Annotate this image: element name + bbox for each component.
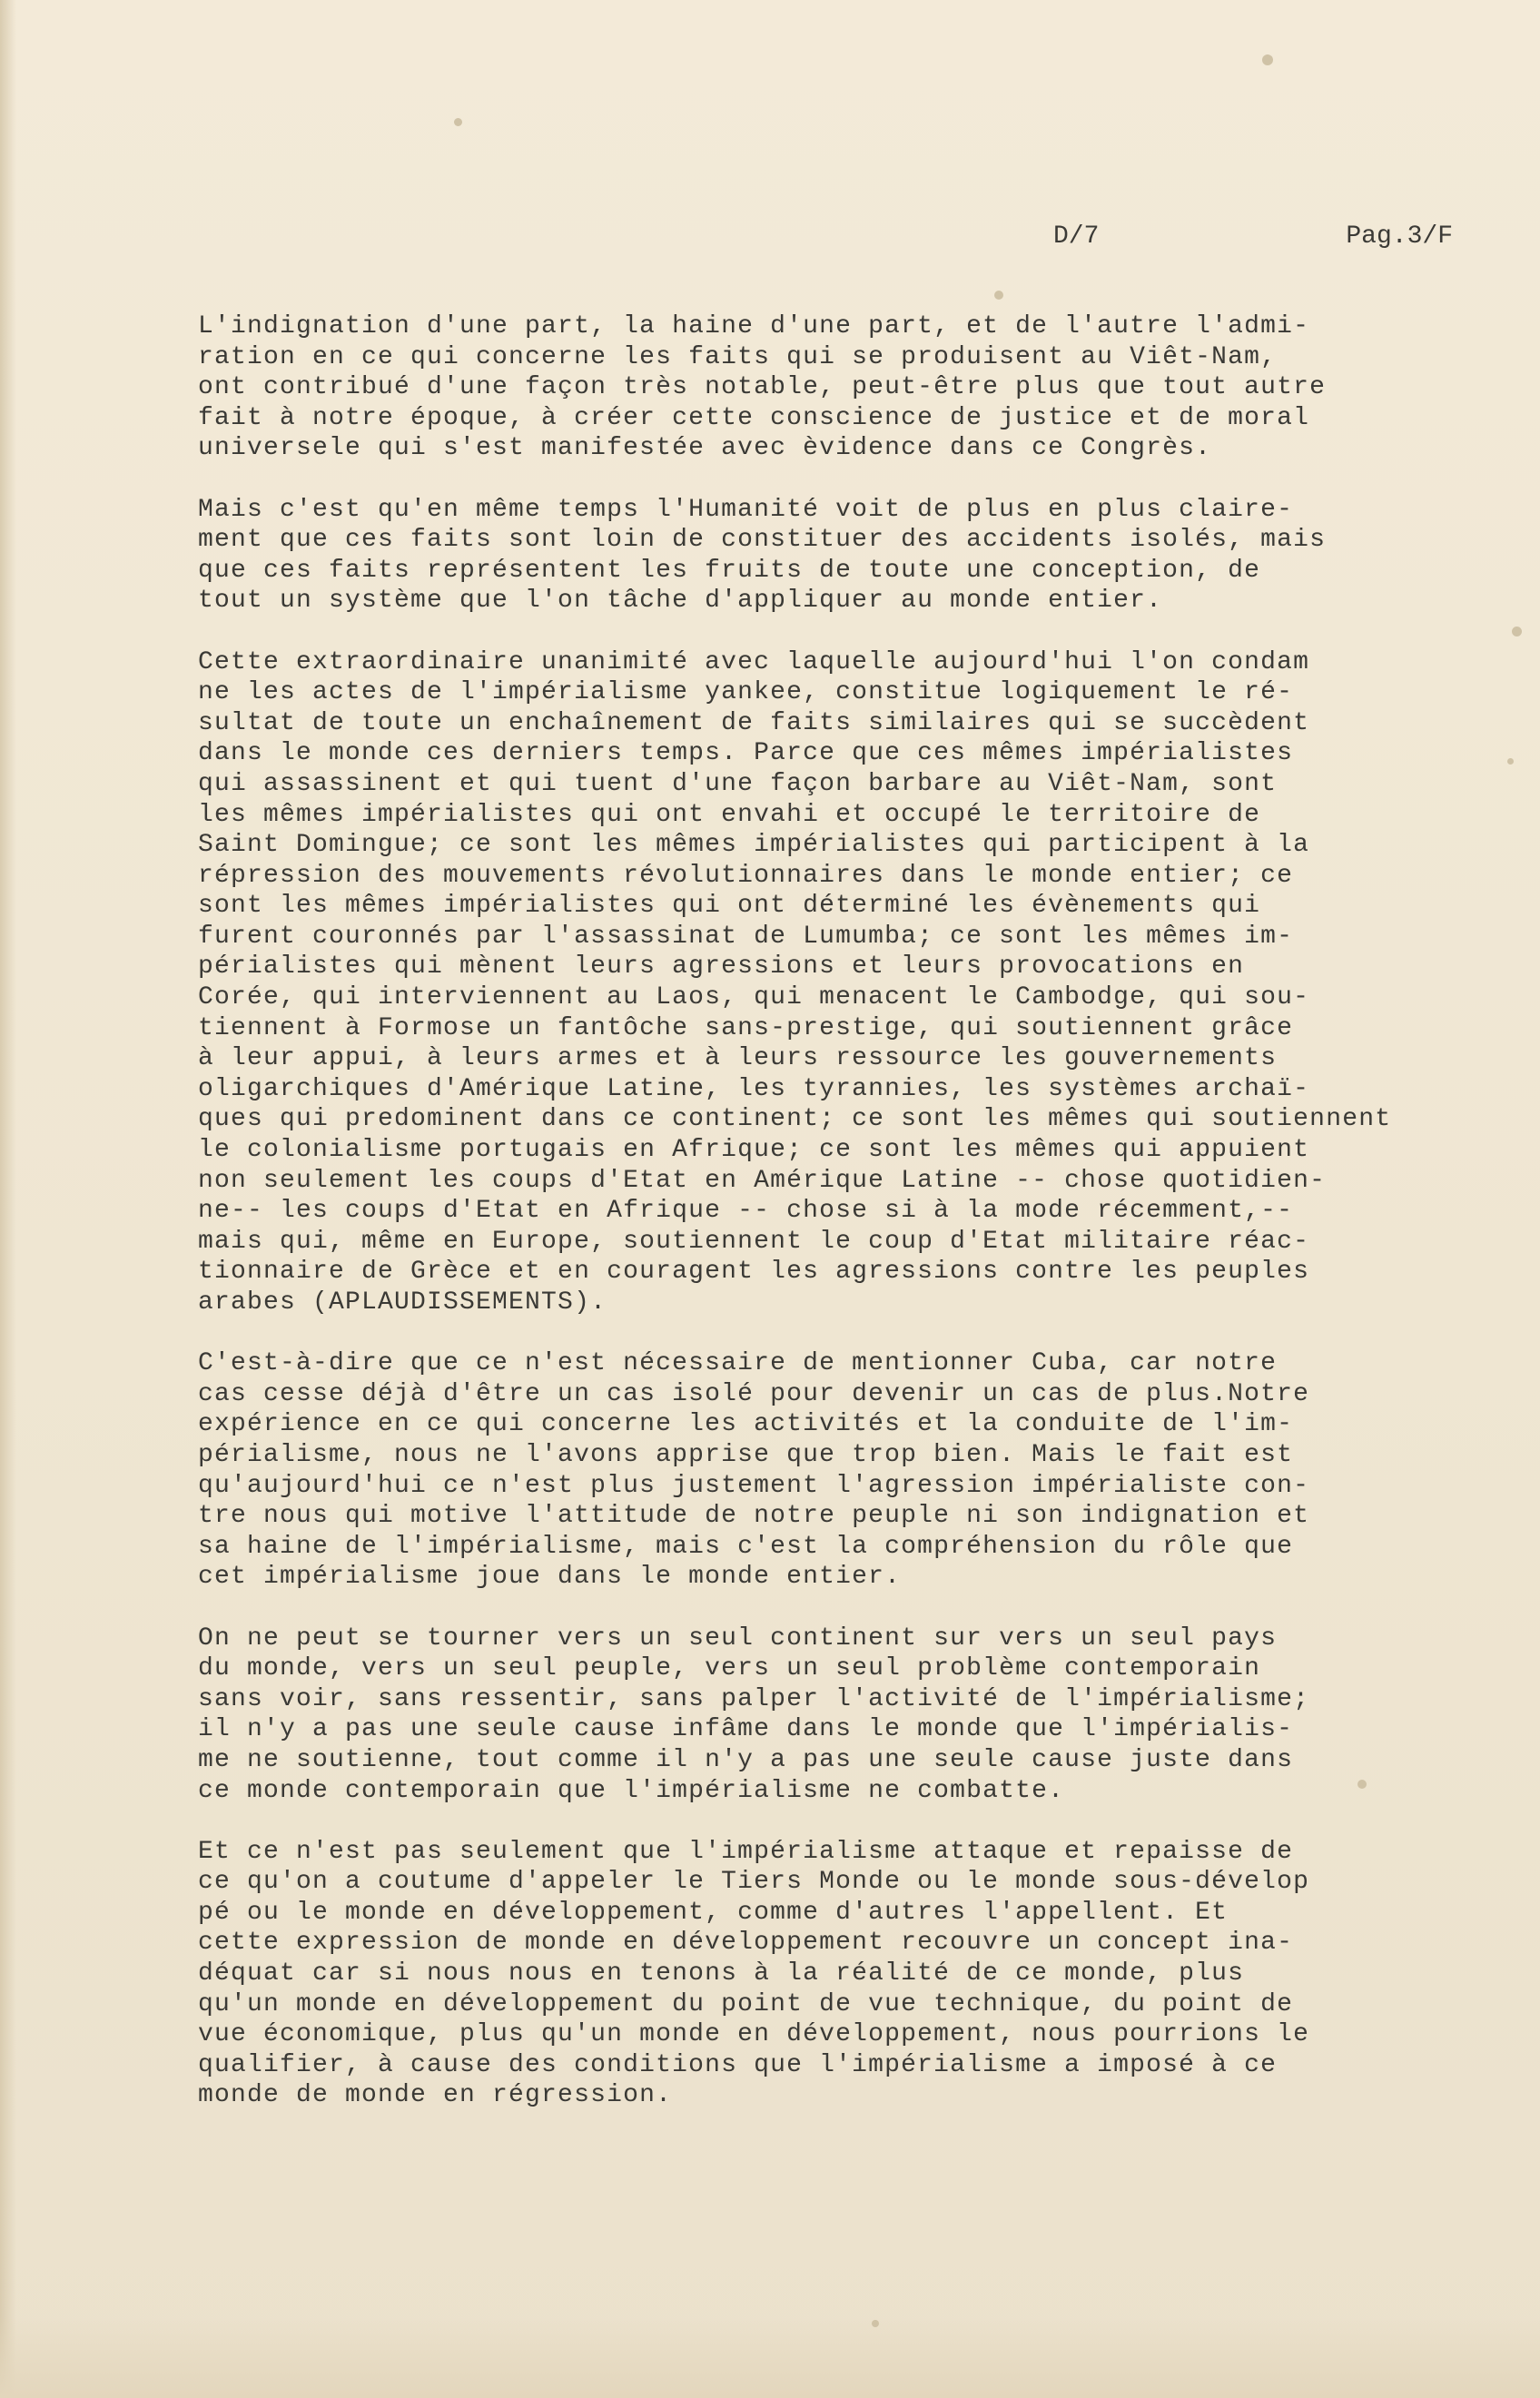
document-reference: D/7 [1053, 222, 1100, 251]
text-line: tout un système que l'on tâche d'appliquer au monde entier. [198, 587, 1163, 616]
text-line: mais qui, même en Europe, soutiennent le coup d'Etat militaire réac- [198, 1227, 1310, 1256]
paragraph [198, 1837, 1505, 2111]
paragraph [198, 311, 1505, 464]
document-body [198, 311, 1505, 2142]
page-bottom-wear [0, 2316, 1540, 2398]
text-line: ce qu'on a coutume d'appeler le Tiers Monde ou le monde sous-dévelop [198, 1868, 1310, 1897]
text-line: sont les mêmes impérialistes qui ont déterminé les évènements qui [198, 892, 1261, 921]
text-line: ne-- les coups d'Etat en Afrique -- chose si à la mode récemment,-- [198, 1197, 1294, 1226]
text-line: Saint Domingue; ce sont les mêmes impérialistes qui participent à la [198, 831, 1310, 860]
text-line: le colonialisme portugais en Afrique; ce sont les mêmes qui appuient [198, 1136, 1310, 1165]
text-line: expérience en ce qui concerne les activités et la conduite de l'im- [198, 1410, 1294, 1439]
page-number: Pag.3/F [1346, 222, 1453, 251]
text-line: tionnaire de Grèce et en couragent les agressions contre les peuples [198, 1258, 1310, 1287]
text-line: à leur appui, à leurs armes et à leurs ressource les gouvernements [198, 1044, 1278, 1073]
text-line: tre nous qui motive l'attitude de notre peuple ni son indignation et [198, 1502, 1310, 1531]
text-line: dans le monde ces derniers temps. Parce que ces mêmes impérialistes [198, 739, 1294, 768]
text-line: sultat de toute un enchaînement de faits similaires qui se succèdent [198, 708, 1310, 737]
paper-speck [454, 118, 462, 126]
text-line: cas cesse déjà d'être un cas isolé pour devenir un cas de plus.Notre [198, 1379, 1310, 1408]
text-line: Corée, qui interviennent au Laos, qui menacent le Cambodge, qui sou- [198, 983, 1310, 1012]
paragraph [198, 1623, 1505, 1807]
text-line: me ne soutienne, tout comme il n'y a pas une seule cause juste dans [198, 1745, 1294, 1774]
text-line: vue économique, plus qu'un monde en développement, nous pourrions le [198, 2020, 1310, 2049]
text-line: oligarchiques d'Amérique Latine, les tyrannies, les systèmes archaï- [198, 1074, 1310, 1103]
text-line: qui assassinent et qui tuent d'une façon barbare au Viêt-Nam, sont [198, 769, 1278, 798]
paragraph [198, 495, 1505, 617]
text-line: ques qui predominent dans ce continent; ce sont les mêmes qui soutiennent [198, 1105, 1392, 1134]
text-line: répression des mouvements révolutionnaires dans le monde entier; ce [198, 861, 1294, 890]
text-line: Mais c'est qu'en même temps l'Humanité voit de plus en plus claire- [198, 495, 1294, 524]
page-header [1053, 222, 1453, 259]
text-line: que ces faits représentent les fruits de toute une conception, de [198, 556, 1261, 585]
text-line: L'indignation d'une part, la haine d'une part, et de l'autre l'admi- [198, 312, 1310, 340]
text-line: Cette extraordinaire unanimité avec laquelle aujourd'hui l'on condam [198, 647, 1310, 676]
text-line: qu'un monde en développement du point de vue technique, du point de [198, 1989, 1294, 2018]
text-line: les mêmes impérialistes qui ont envahi et occupé le territoire de [198, 800, 1261, 829]
text-line: sans voir, sans ressentir, sans palper l'activité de l'impérialisme; [198, 1684, 1310, 1713]
text-line: cette expression de monde en développement recouvre un concept ina- [198, 1929, 1294, 1958]
text-line: fait à notre époque, à créer cette conscience de justice et de moral [198, 403, 1310, 432]
text-line: ce monde contemporain que l'impérialisme ne combatte. [198, 1776, 1065, 1805]
text-line: Et ce n'est pas seulement que l'impérialisme attaque et repaisse de [198, 1837, 1294, 1866]
text-line: universele qui s'est manifestée avec èvidence dans ce Congrès. [198, 434, 1212, 463]
text-line: On ne peut se tourner vers un seul continent sur vers un seul pays [198, 1623, 1278, 1653]
paper-speck [1507, 758, 1514, 765]
text-line: il n'y a pas une seule cause infâme dans le monde que l'impérialis- [198, 1715, 1294, 1744]
page-edge-shadow [0, 0, 16, 2398]
text-line: périalisme, nous ne l'avons apprise que trop bien. Mais le fait est [198, 1440, 1294, 1469]
paper-speck [872, 2320, 879, 2327]
text-line: sa haine de l'impérialisme, mais c'est la compréhension du rôle que [198, 1532, 1294, 1561]
text-line: C'est-à-dire que ce n'est nécessaire de mentionner Cuba, car notre [198, 1349, 1278, 1378]
text-line: monde de monde en régression. [198, 2081, 673, 2110]
text-line: arabes (APLAUDISSEMENTS). [198, 1288, 607, 1317]
paper-speck [1262, 54, 1273, 65]
paragraph [198, 647, 1505, 1318]
text-line: ont contribué d'une façon très notable, peut-être plus que tout autre [198, 373, 1327, 402]
paper-speck [1512, 627, 1522, 637]
paper-speck [994, 291, 1003, 300]
text-line: furent couronnés par l'assassinat de Lumumba; ce sont les mêmes im- [198, 922, 1294, 951]
text-line: du monde, vers un seul peuple, vers un seul problème contemporain [198, 1654, 1261, 1683]
text-line: ration en ce qui concerne les faits qui se produisent au Viêt-Nam, [198, 342, 1278, 371]
paragraph [198, 1348, 1505, 1593]
text-line: qualifier, à cause des conditions que l'impérialisme a imposé à ce [198, 2050, 1278, 2079]
text-line: pé ou le monde en développement, comme d'autres l'appellent. Et [198, 1898, 1229, 1927]
text-line: ment que ces faits sont loin de constituer des accidents isolés, mais [198, 526, 1327, 555]
text-line: déquat car si nous nous en tenons à la réalité de ce monde, plus [198, 1959, 1245, 1988]
text-line: tiennent à Formose un fantôche sans-prestige, qui soutiennent grâce [198, 1013, 1294, 1042]
text-line: qu'aujourd'hui ce n'est plus justement l'agression impérialiste con- [198, 1471, 1310, 1500]
text-line: périalistes qui mènent leurs agressions et leurs provocations en [198, 952, 1245, 982]
text-line: cet impérialisme joue dans le monde entier. [198, 1563, 902, 1592]
text-line: ne les actes de l'impérialisme yankee, constitue logiquement le ré- [198, 678, 1294, 707]
text-line: non seulement les coups d'Etat en Amérique Latine -- chose quotidien- [198, 1166, 1327, 1195]
